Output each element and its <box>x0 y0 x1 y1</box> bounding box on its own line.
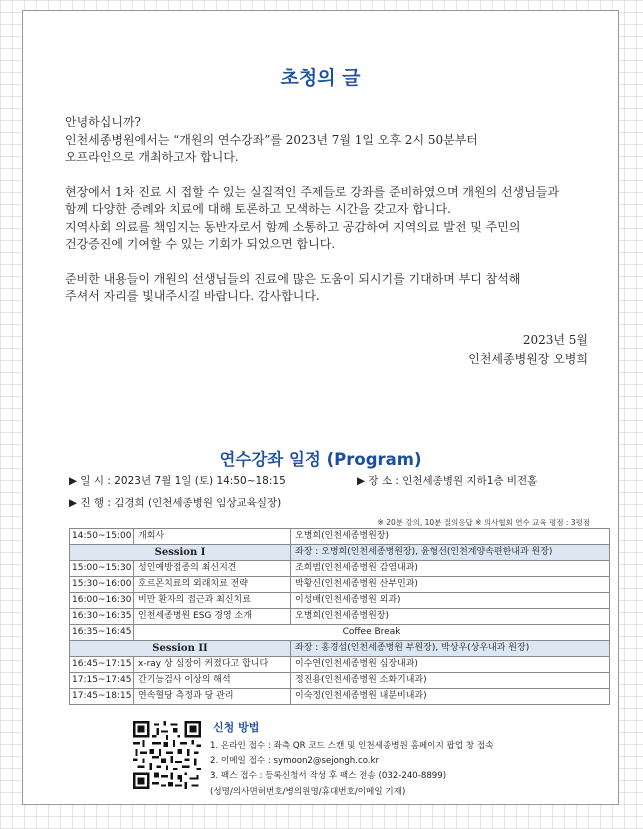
session-label: Session II <box>70 641 291 657</box>
row-time: 15:30~16:00 <box>70 577 134 593</box>
table-row <box>70 657 610 673</box>
row-topic: 성인예방접종의 최신지견 <box>134 561 291 577</box>
apply-title: 신청 방법 <box>213 721 260 734</box>
table-row <box>70 577 610 593</box>
apply-item-online: 1. 온라인 접수 : 좌측 QR 코드 스캔 및 인천세종병원 홈페이지 팝업 창 접속 <box>210 741 494 751</box>
letter-line: 함께 다양한 증례와 치료에 대해 토론하고 모색하는 시간을 갖고자 합니다. <box>65 202 451 216</box>
session-chair: 좌장 : 오병희(인천세종병원장), 윤형선(인천계양속편한내과 원장) <box>291 545 610 561</box>
letter-line: 오프라인으로 개최하고자 합니다. <box>65 150 239 164</box>
session-row <box>70 545 610 561</box>
schedule-table <box>69 528 610 705</box>
row-speaker: 조희범(인천세종병원 감염내과) <box>291 561 610 577</box>
row-time: 17:15~17:45 <box>70 673 134 689</box>
row-time: 16:30~16:35 <box>70 609 134 625</box>
row-time: 14:50~15:00 <box>70 529 134 545</box>
program-host: ▶ 진 행 : 김경희 (인천세종병원 임상교육실장) <box>69 497 282 509</box>
program-place: ▶ 장 소 : 인천세종병원 지하1층 비전홀 <box>357 475 538 487</box>
row-speaker: 박황신(인천세종병원 산부인과) <box>291 577 610 593</box>
apply-item-fax: 3. 팩스 접수 : 등록신청서 작성 후 팩스 전송 (032-240-8899) <box>210 771 447 782</box>
row-topic: 개회사 <box>134 529 291 545</box>
row-speaker: 이숙정(인천세종병원 내분비내과) <box>291 689 610 705</box>
signoff <box>468 331 588 369</box>
apply-item-email: 2. 이메일 접수 : symoon2@sejongh.co.kr <box>210 756 380 767</box>
row-speaker: 이수연(인천세종병원 심장내과) <box>291 657 610 673</box>
row-topic: 비만 환자의 접근과 최신치료 <box>134 593 291 609</box>
apply-list <box>210 739 494 800</box>
row-time: 16:00~16:30 <box>70 593 134 609</box>
invitation-letter <box>65 114 585 306</box>
table-row <box>70 593 610 609</box>
row-time: 16:45~17:15 <box>70 657 134 673</box>
table-row <box>70 673 610 689</box>
table-row <box>70 689 610 705</box>
row-speaker: 정진용(인천세종병원 소화기내과) <box>291 673 610 689</box>
program-title: 연수강좌 일정 (Program) <box>219 450 422 469</box>
paragraph-gap <box>65 254 585 271</box>
table-row <box>70 609 610 625</box>
session-row <box>70 641 610 657</box>
row-topic: 간기능검사 이상의 해석 <box>134 673 291 689</box>
row-speaker: 이성배(인천세종병원 외과) <box>291 593 610 609</box>
session-chair: 좌장 : 홍경섭(인천세종병원 부원장), 박상우(상우내과 원장) <box>291 641 610 657</box>
row-speaker: 오병희(인천세종병원장) <box>291 529 610 545</box>
letter-line: 현장에서 1차 진료 시 접할 수 있는 실질적인 주제들로 강좌를 준비하였으며 개원의 선생님들과 <box>65 184 559 199</box>
row-time: 17:45~18:15 <box>70 689 134 705</box>
signoff-signer: 인천세종병원장 오병희 <box>468 352 588 366</box>
apply-item-fax-note: (성명/의사면허번호/병의원명/휴대번호/이메일 기재) <box>210 786 406 797</box>
page-title: 초청의 글 <box>280 67 361 89</box>
row-topic: 연속혈당 측정과 당 관리 <box>134 689 291 705</box>
letter-line: 주셔서 자리를 빛내주시길 바랍니다. 감사합니다. <box>65 289 320 303</box>
row-time: 16:35~16:45 <box>70 625 134 641</box>
letter-line: 인천세종병원에서는 “개원의 연수강좌”를 2023년 7월 1일 오후 2시 50분부터 <box>65 132 478 147</box>
row-topic: 호르몬치료의 외래치료 전략 <box>134 577 291 593</box>
letter-line: 준비한 내용들이 개원의 선생님들의 진료에 많은 도움이 되시기를 기대하며 부디 참석해 <box>65 271 521 286</box>
table-row <box>70 529 610 545</box>
row-time: 15:00~15:30 <box>70 561 134 577</box>
row-topic: 인천세종병원 ESG 경영 소개 <box>134 609 291 625</box>
program-note: ※ 20분 강의, 10분 질의응답 ※ 의사협회 연수 교육 평점 : 3평점 <box>377 518 590 527</box>
program-date: ▶ 일 시 : 2023년 7월 1일 (토) 14:50~18:15 <box>69 475 286 487</box>
letter-line: 건강증진에 기여할 수 있는 기회가 되었으면 합니다. <box>65 237 336 251</box>
letter-line: 지역사회 의료를 책임지는 동반자로서 함께 소통하고 공감하여 지역의료 발전 및 주민의 <box>65 219 521 234</box>
qr-code-icon[interactable] <box>133 721 201 789</box>
session-label: Session I <box>70 545 291 561</box>
paragraph-gap <box>65 167 585 184</box>
invitation-sheet <box>22 10 619 805</box>
row-speaker: 오병희(인천세종병원장) <box>291 609 610 625</box>
row-topic: x-ray 상 심장이 커졌다고 합니다 <box>134 657 291 673</box>
coffee-break: Coffee Break <box>134 625 610 641</box>
break-row <box>70 625 610 641</box>
letter-line: 안녕하십니까? <box>65 115 141 129</box>
signoff-date: 2023년 5월 <box>522 333 588 347</box>
table-row <box>70 561 610 577</box>
